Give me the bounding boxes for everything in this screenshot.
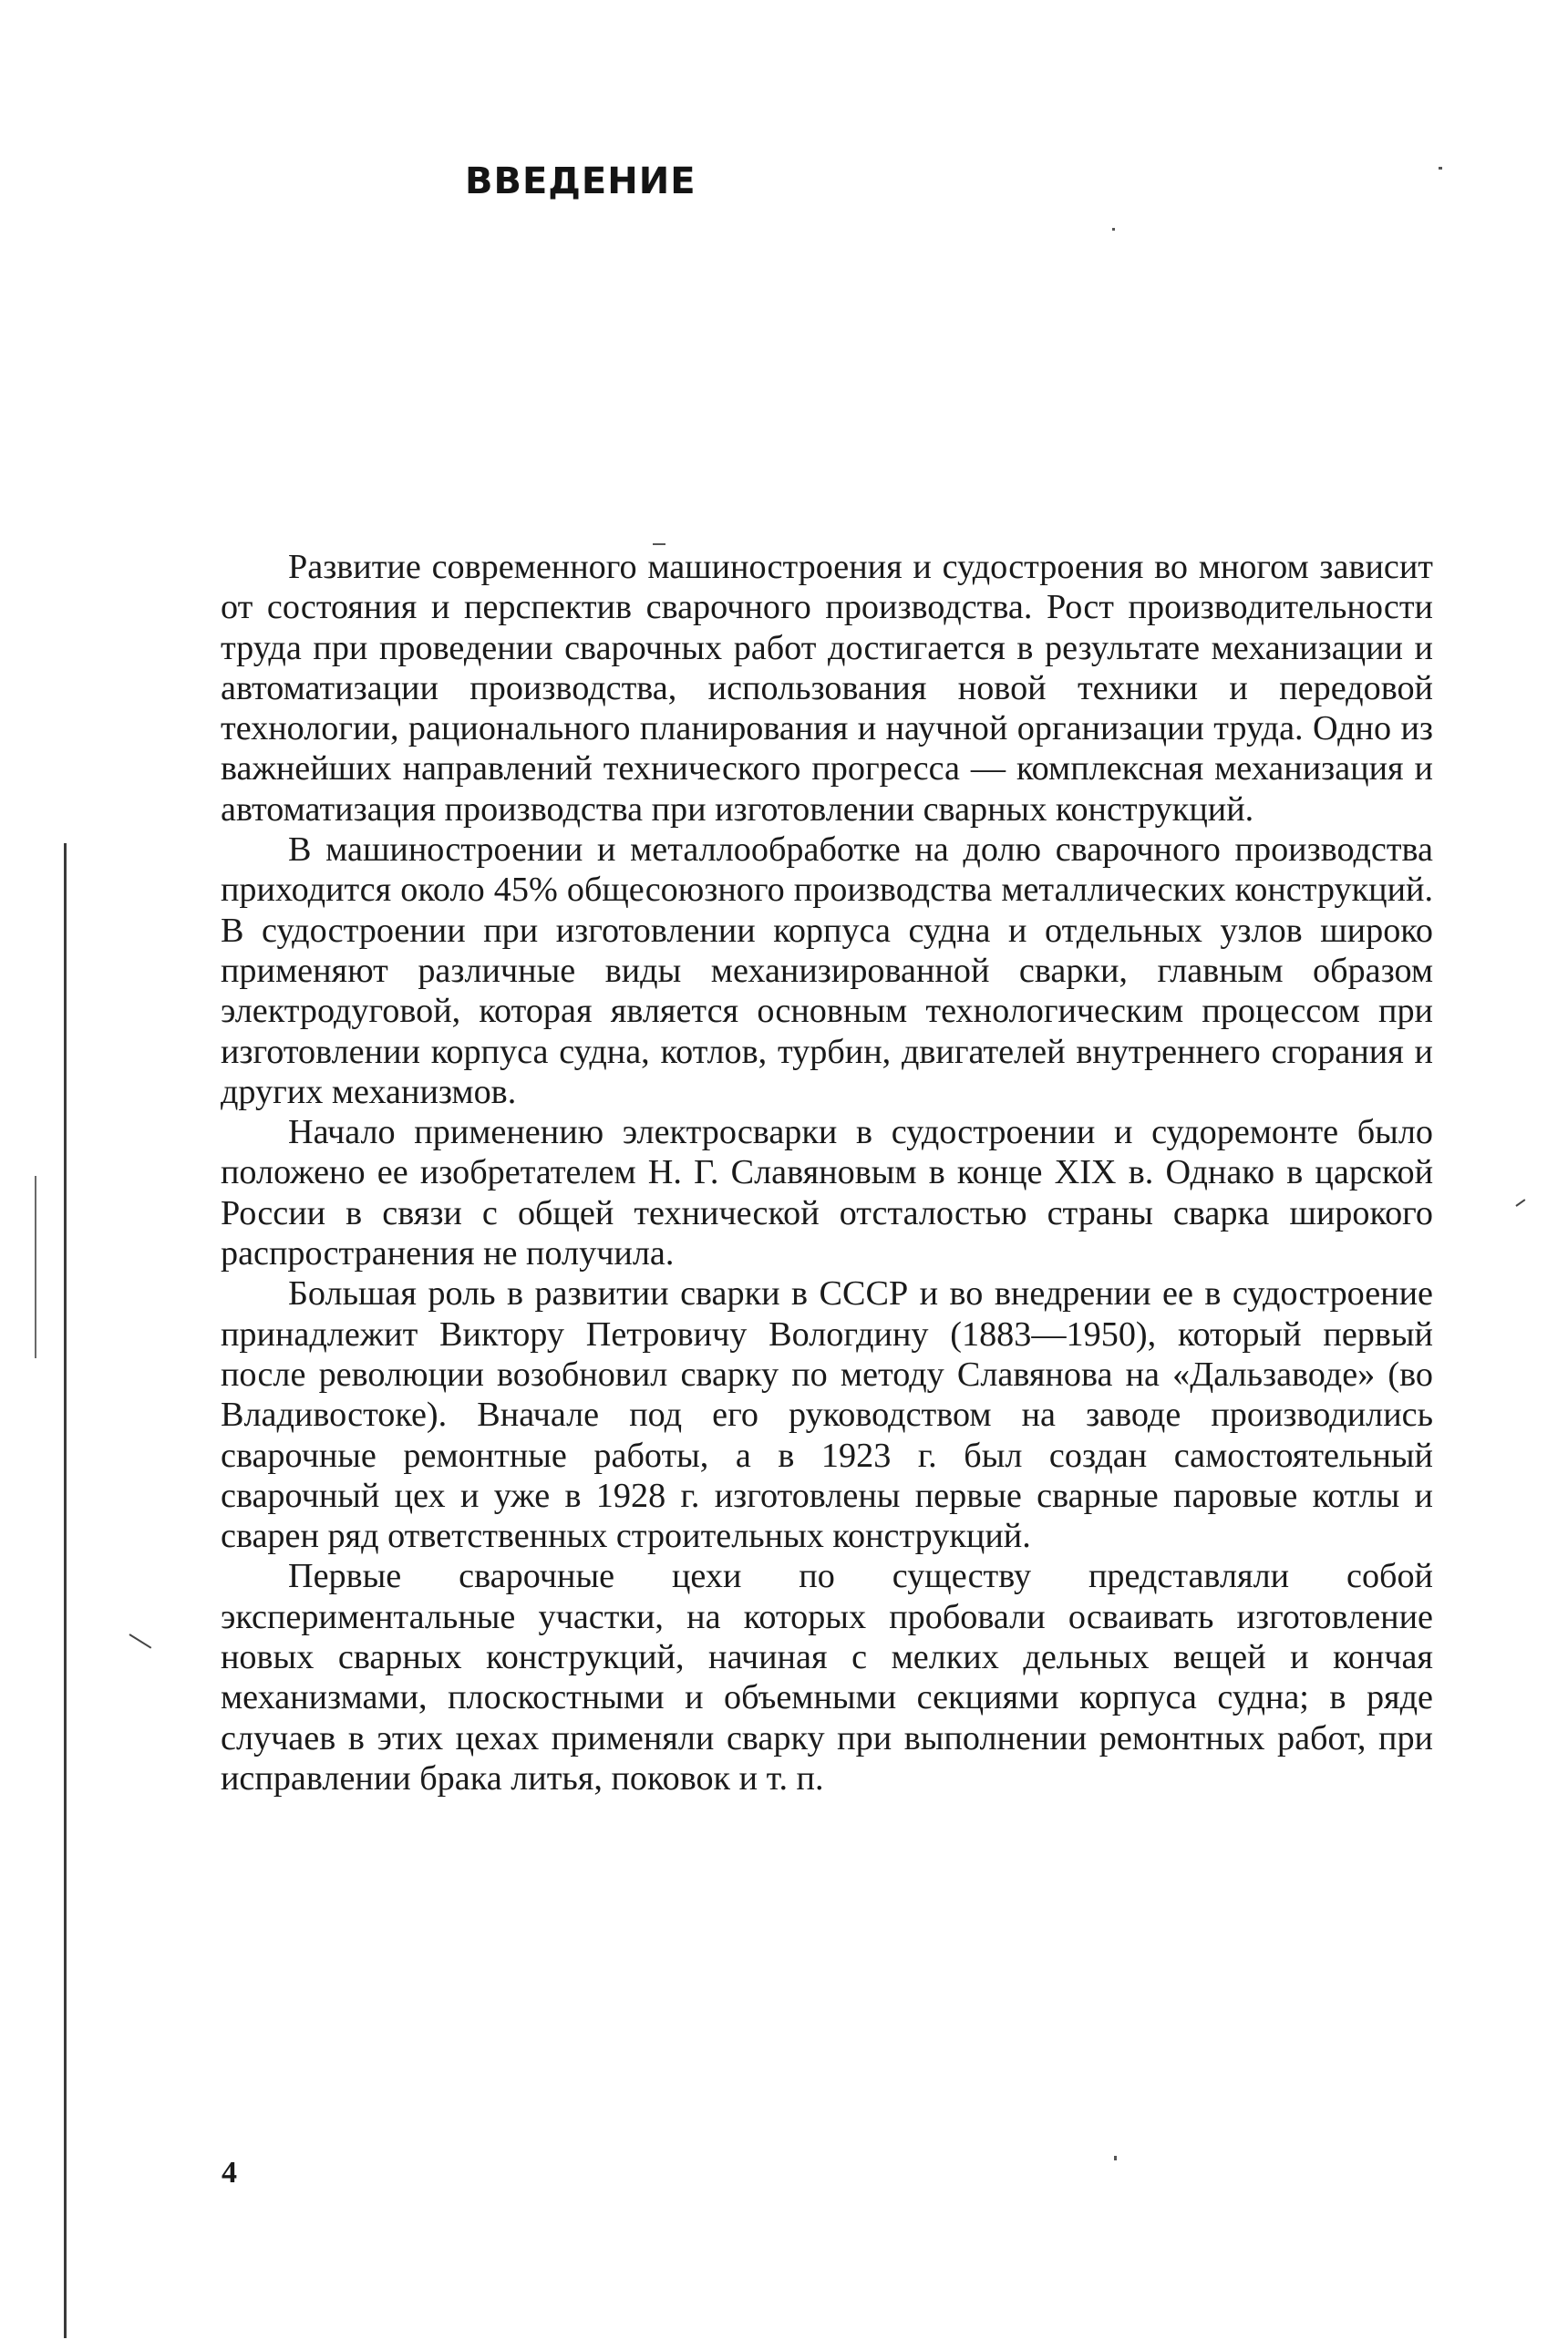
margin-binding-line-short [35, 1176, 36, 1358]
scan-speck [1112, 228, 1115, 231]
scan-mark [1515, 1199, 1525, 1207]
scan-speck [1114, 2156, 1117, 2160]
body-text [221, 547, 1433, 1799]
page-number: 4 [222, 2156, 237, 2190]
paragraph: Начало применению электросварки в судостроении и судоремонте было положено ее изобретателем Н. Г. Славяновым в конце XIX в. Однако в царской России в связи с общей технической отсталостью страны сварка широкого распространения не получила. [221, 1113, 1433, 1273]
paragraph: Первые сварочные цехи по существу представляли собой экспериментальные участки, на которых пробовали осваивать изготовление новых сварных конструкций, начиная с мелких дельных вещей и кончая механизмами, плоскостными и объемными секциями корпуса судна; в ряде случаев в этих цехах применяли сварку при выполнении ремонтных работ, при исправлении брака литья, поковок и т. п. [221, 1557, 1433, 1798]
paragraph: В машиностроении и металлообработке на долю сварочного производства приходится около 45% общесоюзного производства металлических конструкций. В судостроении при изготовлении корпуса судна и отдельных узлов широко применяют различные виды механизированной сварки, главным образом электродуговой, которая является основным технологическим процессом при изготовлении корпуса судна, котлов, турбин, двигателей внутреннего сгорания и других механизмов. [221, 830, 1433, 1111]
paragraph: Большая роль в развитии сварки в СССР и во внедрении ее в судостроение принадлежит Виктору Петровичу Вологдину (1883—1950), который первый после революции возобновил сварку по методу Славянова на «Дальзаводе» (во Владивостоке). Вначале под его руководством на заводе производились сварочные ремонтные работы, а в 1923 г. был создан самостоятельный сварочный цех и уже в 1928 г. изготовлены первые сварные паровые котлы и сварен ряд ответственных строительных конструкций. [221, 1274, 1433, 1556]
scan-mark [129, 1634, 151, 1649]
page-heading: ВВЕДЕНИЕ [465, 160, 696, 202]
paragraph: Развитие современного машиностроения и судостроения во многом зависит от состояния и перспектив сварочного производства. Рост производительности труда при проведении сварочных работ достигается в результате механизации и автоматизации производства, использования новой техники и передовой технологии, рационального планирования и научной организации труда. Одно из важнейших направлений технического прогресса — комплексная механизация и автоматизация производства при изготовлении сварных конструкций. [221, 548, 1433, 829]
margin-binding-line [64, 843, 67, 2338]
scan-speck [1439, 167, 1442, 170]
scan-speck [653, 543, 665, 545]
